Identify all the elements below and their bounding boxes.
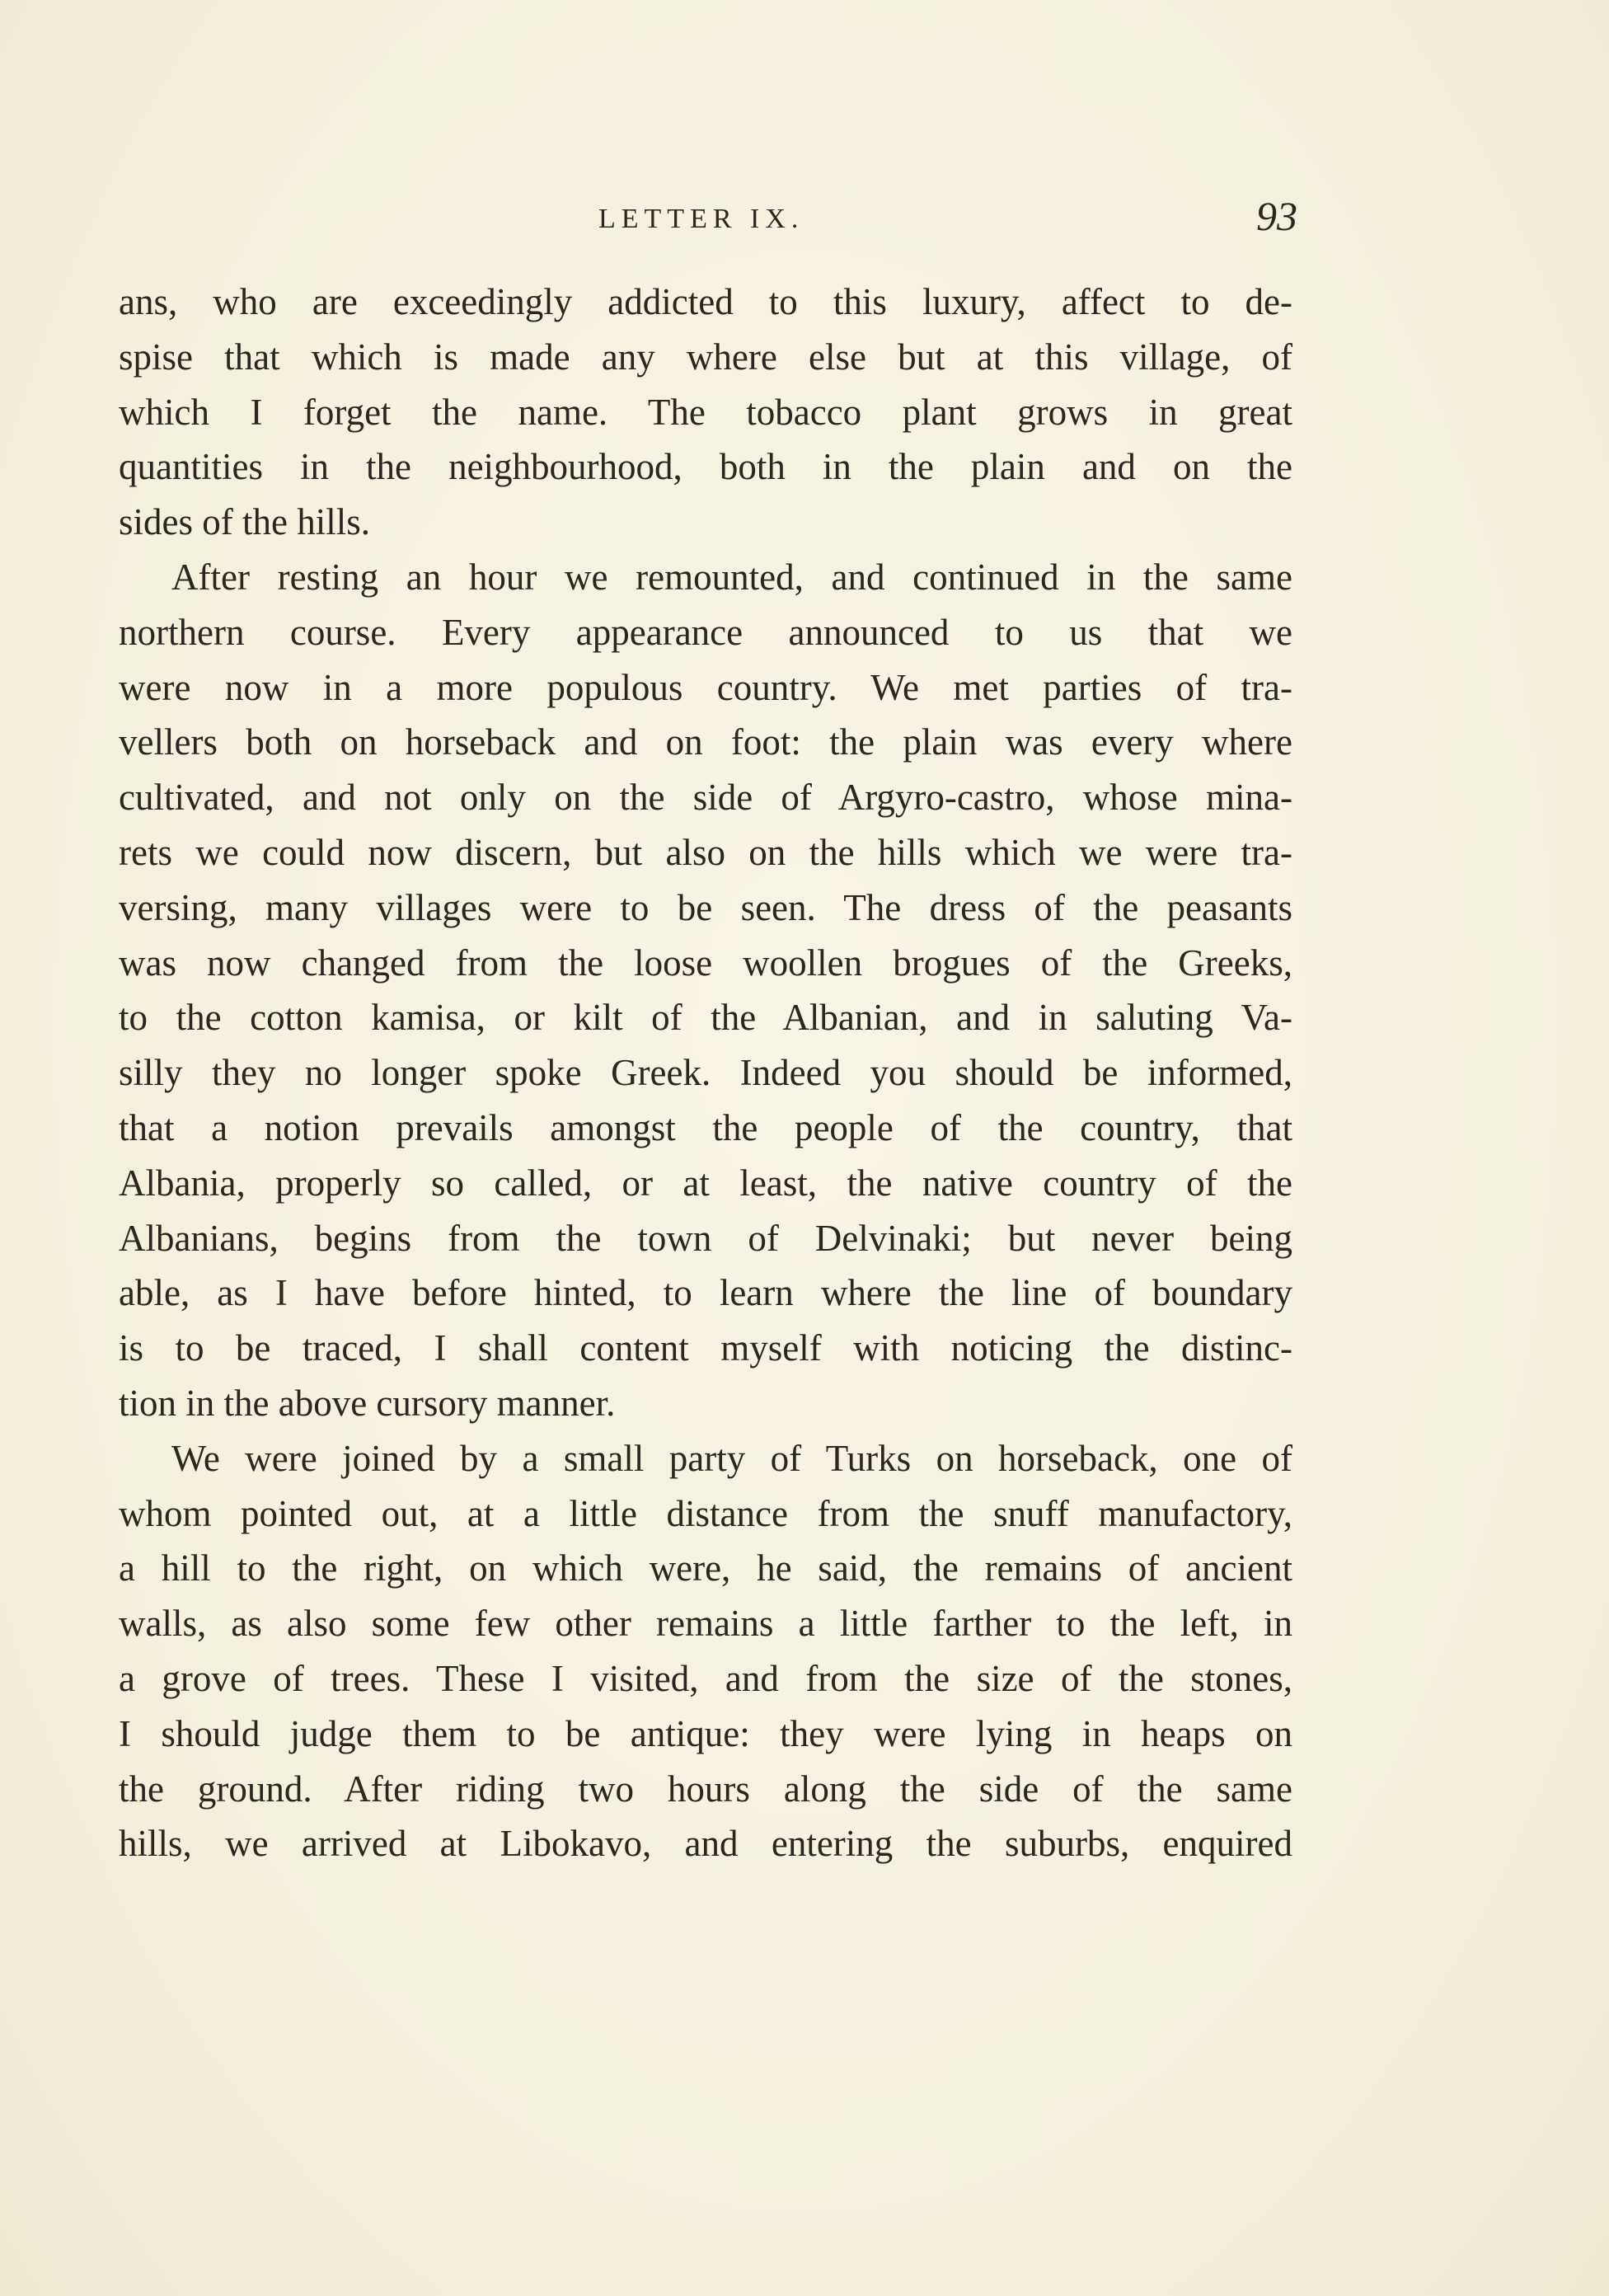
text-line: versing, many villages were to be seen. The dress of the peasants <box>119 886 1292 928</box>
body-text <box>119 275 1292 1871</box>
text-line: is to be traced, I shall content myself with noticing the distinc- <box>119 1327 1292 1369</box>
text-line: were now in a more populous country. We met parties of tra- <box>119 666 1292 708</box>
text-line: Albania, properly so called, or at least, the native country of the <box>119 1162 1292 1204</box>
text-line: the ground. After riding two hours along the side of the same <box>119 1768 1292 1810</box>
text-line: hills, we arrived at Libokavo, and entering the suburbs, enquired <box>119 1823 1292 1865</box>
text-line: After resting an hour we remounted, and continued in the same <box>171 556 1292 598</box>
text-line: tion in the above cursory manner. <box>119 1382 616 1424</box>
text-line: which I forget the name. The tobacco plant grows in great <box>119 391 1292 433</box>
running-head <box>0 195 1609 244</box>
text-line: northern course. Every appearance announced to us that we <box>119 611 1292 653</box>
text-line: was now changed from the loose woollen brogues of the Greeks, <box>119 941 1292 984</box>
text-line: ans, who are exceedingly addicted to this luxury, affect to de- <box>119 281 1292 322</box>
text-line: whom pointed out, at a little distance from the snuff manufactory, <box>119 1492 1292 1534</box>
text-line: We were joined by a small party of Turks on horseback, one of <box>171 1437 1292 1479</box>
text-line: spise that which is made any where else but at this village, of <box>119 336 1292 378</box>
text-line: walls, as also some few other remains a little farther to the left, in <box>119 1603 1292 1645</box>
text-line: cultivated, and not only on the side of Argyro-castro, whose mina- <box>119 777 1292 819</box>
text-line: quantities in the neighbourhood, both in the plain and on the <box>119 446 1292 488</box>
page-number: 93 <box>1256 193 1297 239</box>
text-line: Albanians, begins from the town of Delvinaki; but never being <box>119 1217 1292 1259</box>
text-line: a grove of trees. These I visited, and from the size of the stones, <box>119 1657 1292 1699</box>
text-line: silly they no longer spoke Greek. Indeed you should be informed, <box>119 1052 1292 1094</box>
running-title: LETTER IX. <box>598 204 804 234</box>
text-line: able, as I have before hinted, to learn where the line of boundary <box>119 1272 1292 1314</box>
text-line: rets we could now discern, but also on the hills which we were tra- <box>119 831 1292 873</box>
text-line: I should judge them to be antique: they were lying in heaps on <box>119 1712 1292 1754</box>
text-line: that a notion prevails amongst the people of the country, that <box>119 1106 1292 1148</box>
text-line: to the cotton kamisa, or kilt of the Albanian, and in saluting Va- <box>119 997 1292 1039</box>
text-line: vellers both on horseback and on foot: the plain was every where <box>119 721 1292 763</box>
text-line: a hill to the right, on which were, he said, the remains of ancient <box>119 1547 1292 1589</box>
text-line: sides of the hills. <box>119 501 370 543</box>
